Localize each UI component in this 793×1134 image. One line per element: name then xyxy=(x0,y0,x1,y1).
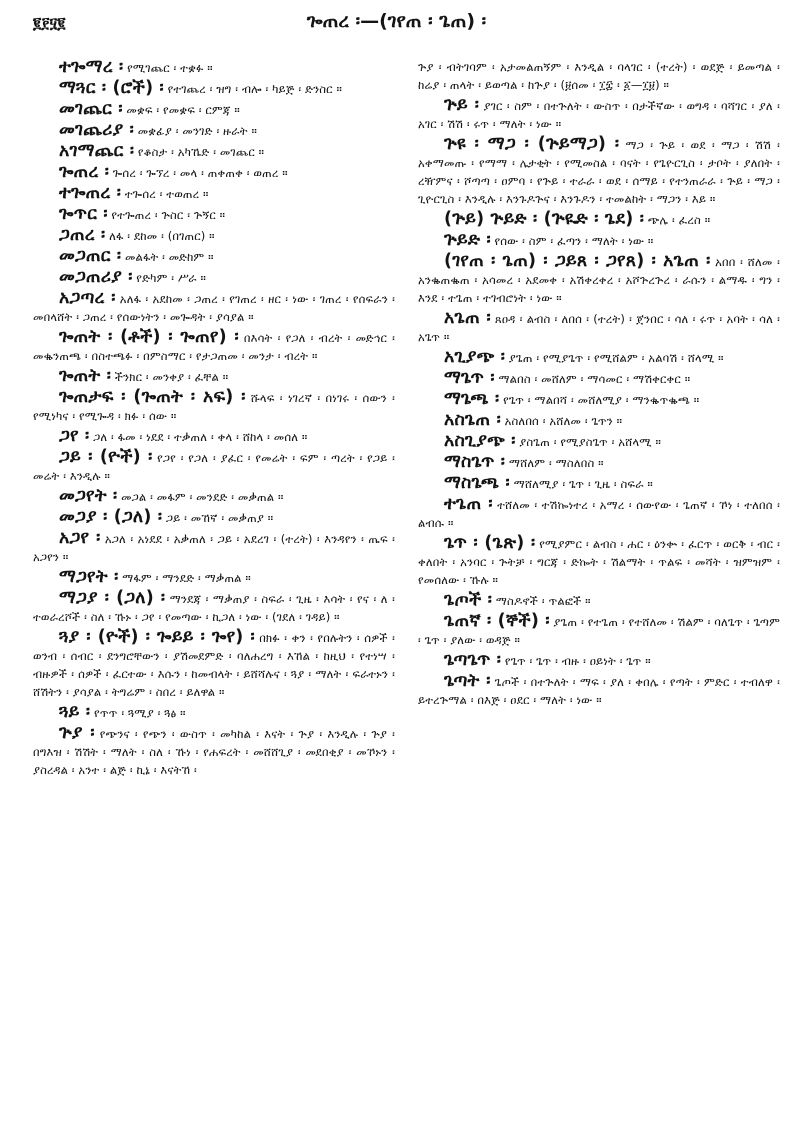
dictionary-entry xyxy=(33,448,395,485)
dictionary-entry xyxy=(418,348,780,367)
entry-definition: ማሸለሚያ ፡ ጌጥ ፡ ጊዜ ፡ ስፍራ ። xyxy=(513,477,653,491)
entry-headword: ጋይ ፡ (ዮች) ፡ xyxy=(59,447,153,467)
entry-definition: ያስጌጠ ፡ የሚያስጌጥ ፡ አሸላሚ ። xyxy=(519,435,662,449)
dictionary-entry xyxy=(33,568,395,587)
entry-definition: ለፋ ፡ ደከመ ፡ (በገጠር) ። xyxy=(109,229,215,243)
dictionary-entry xyxy=(33,247,395,266)
dictionary-entry xyxy=(33,268,395,287)
entry-headword: አገማጨር ፡ xyxy=(59,141,135,161)
entry-definition: ያጌጠ ፡ የሚያጌጥ ፡ የሚሸልም ፡ አልባሽ ፡ ሸላሚ ። xyxy=(508,351,724,365)
entry-definition: አበበ ፡ ሸለመ ፡ አንቈጠቈጠ ፡ አሳመረ ፡ አደመቀ ፡ አሽቀረቀረ ፡ አሾጕረጕረ ፡ ራሱን ፡ ልማዱ ፡ ግን ፡ እንደ ፡ ተጌጠ ፡ ተገብሮነት ፡ ነው ። xyxy=(418,255,780,305)
dictionary-entry xyxy=(33,427,395,446)
entry-headword: ተጌጠ ፡ xyxy=(444,494,493,514)
entry-definition: የጌጥ ፡ ማልበሻ ፡ መሸለሚያ ፡ ማንቈጥቈጫ ። xyxy=(503,393,700,407)
dictionary-entry xyxy=(418,453,780,472)
entry-headword: መገጨሪያ ፡ xyxy=(59,120,135,140)
entry-definition: በክፉ ፡ ቀን ፡ የበሉትን ፡ ሰዎች ፡ ወንብ ፡ ሰብር ፡ ደንግሮቸውን ፡ ያሽመደምድ ፡ ባለሐረግ ፡ እኸል ፡ ከዚህ ፡ የተነሣ ፡ ብዙዎች ፡ ሰዎች ፡ ፈርተው ፡ እሱን ፡ ከመብላት ፡ ይሸሻሉና ፡ ጓያ ፡ ማለት ፡ ፍራተኑን ፡ ሸሽትን ፡ ያሳያል ፡ ትግሬም ፡ ስበረ ፡ ይለዋል ። xyxy=(33,631,395,699)
entry-headword: ማስጌጥ ፡ xyxy=(444,452,506,472)
entry-definition: አጋለ ፡ አነደደ ፡ አቃጠለ ፡ ጋይ ፡ አደረገ ፡ (ተረት) ፡ እንዳየን ፡ ጤፍ ፡ አጋየን ። xyxy=(33,532,395,564)
dictionary-entry xyxy=(33,163,395,182)
entry-headword: አጋየ ፡ xyxy=(59,528,101,548)
entry-headword: ጌጦች ፡ xyxy=(444,590,493,610)
entry-definition: የጋየ ፡ የጋለ ፡ ያፈር ፡ የመሬት ፡ ፍም ፡ ጣረት ፡ የጋይ ፡ መሬት ፡ እንዲሉ ። xyxy=(33,451,395,483)
dictionary-entry xyxy=(33,205,395,224)
entry-definition: ማጋ ፡ ጕይ ፡ ወደ ፡ ማጋ ፡ ሽሽ ፡ አቀማመጡ ፡ የማማ ፡ ሌታቂት ፡ የሚመስል ፡ ባናት ፡ የጌዮርጊስ ፡ ታቦት ፡ ያለበት ፡ ረዥምና ፡ ሾጣጣ ፡ ዐምባ ፡ የጕይ ፡ ተራራ ፡ ወደ ፡ ሰማይ ፡ የተንጠራራ ፡ ጕይ ፡ ማጋ ፡ ጊዮርጊስ ፡ እንዲሉ ፡ እንጉዶጕና ፡ እንጉዶን ፡ ተመልከት ፡ ማጋን ፡ እይ ። xyxy=(418,138,780,206)
entry-headword: አስጌጠ ፡ xyxy=(444,410,501,430)
entry-definition: ተሸለመ ፡ ተሽኰነተረ ፡ አማረ ፡ ሰውየው ፡ ጌጠኛ ፡ ኾነ ፡ ተለበሰ ፡ ልብሱ ። xyxy=(418,498,780,530)
dictionary-entry xyxy=(33,142,395,161)
entry-headword: ማጌጥ ፡ xyxy=(444,368,495,388)
entry-definition: የጭንና ፡ የጭን ፡ ውስጥ ፡ መካከል ፡ እናት ፡ ጕያ ፡ እንዲሉ ፡ ጕያ ፡ በግእዝ ፡ ሽሽት ፡ ማለት ፡ ስለ ፡ ኹነ ፡ የሐፍረት ፡ መሸሸጊያ ፡ መደበቂያ ፡ መኾኑን ፡ ያስረዳል ፡ አንተ ፡ ልጅ ፡ ኪኔ ፡ እናትኸ ፡ xyxy=(33,727,395,777)
entry-definition: ማልበስ ፡ መሸለም ፡ ማሳመር ፡ ማሽቀርቀር ። xyxy=(498,372,691,386)
entry-definition: ማንደጃ ፡ ማቃጠያ ፡ ስፍራ ፡ ጊዜ ፡ እሳት ፡ የና ፡ ለ ፡ ተወራረሾች ፡ ስለ ፡ ኹኑ ፡ ጋየ ፡ የመጣው ፡ ኪጋለ ፡ ነው ፡ (ገደለ ፡ ገዳይ) ። xyxy=(33,592,395,624)
dictionary-entry xyxy=(418,231,780,250)
dictionary-entry xyxy=(33,508,395,527)
right-column xyxy=(418,58,780,1128)
dictionary-entry xyxy=(418,432,780,451)
entry-headword: አጌጠ ፡ xyxy=(444,308,491,328)
entry-headword: ማስጌጫ ፡ xyxy=(444,473,510,493)
entry-headword: (ጕይ) ጕይድ ፡ (ጕዪድ ፡ ጌደ) ፡ xyxy=(444,209,645,229)
dictionary-entry xyxy=(418,309,780,346)
entry-definition: ጋለ ፡ ፋመ ፡ ነደደ ፡ ተቃጠለ ፡ ቀላ ፡ ሸከላ ፡ መሰለ ። xyxy=(93,430,308,444)
dictionary-entry xyxy=(418,534,780,589)
dictionary-entry xyxy=(418,58,780,94)
entry-headword: ማጓር ፡ (ሮች) ፡ xyxy=(59,78,164,98)
entry-definition: የቆስታ ፡ አካኼድ ፡ መገጨር ። xyxy=(137,145,265,159)
dictionary-entry xyxy=(33,328,395,365)
dictionary-entry xyxy=(33,589,395,626)
entry-definition: የጌጥ ፡ ጌጥ ፡ ብዙ ፡ ዐይነት ፡ ጌጥ ። xyxy=(504,654,651,668)
entry-definition: የተገጨረ ፡ ዝግ ፡ ብሎ ፡ ካይጅ ፡ ድንስር ። xyxy=(167,82,342,96)
running-head: ጐጠረ ፡—(ገየጠ ፡ ጌጠ) ፡ xyxy=(306,10,487,32)
entry-definition: የሚያምር ፡ ልብስ ፡ ሐር ፡ ዕንቍ ፡ ፈርጥ ፡ ወርቅ ፡ ብር ፡ ቀለበት ፡ አንባር ፡ ጕትቻ ፡ ግርጃ ፡ ድኰት ፡ ሽልማት ፡ ጥልፍ ፡ መሻት ፡ ዝምዝም ፡ የመሰለው ፡ ኹሉ ። xyxy=(418,537,780,587)
entry-headword: ጋጠረ ፡ xyxy=(59,225,106,245)
entry-headword: አጋጣረ ፡ xyxy=(59,288,116,308)
dictionary-entry xyxy=(418,495,780,532)
entry-definition: መቋፊያ ፡ መንገድ ፡ ዙራት ። xyxy=(137,124,257,138)
entry-definition: ማስዶኖች ፡ ጥልፎች ። xyxy=(495,594,591,608)
entry-headword: መጋያ ፡ (ጋለ) ፡ xyxy=(59,507,163,527)
dictionary-entry xyxy=(418,651,780,670)
entry-headword: መጋጠሪያ ፡ xyxy=(59,267,133,287)
entry-headword: ተጐጠረ ፡ xyxy=(59,183,122,203)
entry-headword: ጌጣጌጥ ፡ xyxy=(444,650,502,670)
entry-headword: ጕይ ፡ xyxy=(444,95,480,115)
entry-definition: የድካም ፡ ሥራ ። xyxy=(136,271,206,285)
entry-headword: ጐጥር ፡ xyxy=(59,204,108,224)
dictionary-entry xyxy=(418,390,780,409)
entry-definition: ችንክር ፡ መንቀያ ፡ ፈቸል ። xyxy=(114,370,229,384)
entry-headword: ጕዩ ፡ ማጋ ፡ (ጕይማጋ) ፡ xyxy=(444,134,620,154)
dictionary-entry xyxy=(418,135,780,208)
entry-definition: ጋይ ፡ መኸኛ ፡ መቃጠያ ። xyxy=(165,511,274,525)
entry-definition: ጕያ ፡ ብትገባም ፡ አታመልጠኝም ፡ እንዲል ፡ ባላገር ፡ (ተረት) ፡ ወደጅ ፡ ይመጣል ፡ ከሬያ ፡ ጠላት ፡ ይወጣል ፡ ከጕያ ፡ (፱ሰመ ፡ ፲፰ ፡ ፩—፲፱) ። xyxy=(418,60,780,92)
entry-definition: ጭሌ ፡ ፈረስ ። xyxy=(647,213,711,227)
entry-headword: ጌጣት ፡ xyxy=(444,671,491,691)
entry-definition: ያጌጠ ፡ የተጌጠ ፡ የተሸለመ ፡ ሽልም ፡ ባለጌጥ ፡ ጌጣም ፡ ጌጥ ፡ ያለው ፡ ወዳጅ ። xyxy=(418,615,780,647)
entry-headword: ማጌጫ ፡ xyxy=(444,389,500,409)
dictionary-entry xyxy=(33,79,395,98)
dictionary-entry xyxy=(33,529,395,566)
entry-definition: ጸዐዳ ፡ ልብስ ፡ ለበሰ ፡ (ተረት) ፡ ጀንበር ፡ ሳለ ፡ ሩጥ ፡ አባት ፡ ሳለ ፡ አጌጥ ። xyxy=(418,312,780,344)
entry-definition: መጋል ፡ መፋም ፡ መንደድ ፡ መቃጠል ። xyxy=(121,490,284,504)
entry-definition: በእሳት ፡ የጋለ ፡ ብረት ፡ መድኅር ፡ መቈንጠጫ ፡ በስተጫፉ ፡ በምስማር ፡ የታጋጠመ ፡ መንታ ፡ ብረት ። xyxy=(33,331,395,363)
dictionary-entry xyxy=(33,628,395,701)
entry-definition: ጌጦች ፡ በተጕለት ፡ ማፍ ፡ ያለ ፡ ቀበሌ ፡ የጣት ፡ ምድር ፡ ተብለዋ ፡ ይተረጕማል ፡ በእጅ ፡ ዐደር ፡ ማለት ፡ ነው ። xyxy=(418,675,780,707)
dictionary-entry xyxy=(33,184,395,203)
entry-headword: መገጨር ፡ xyxy=(59,99,123,119)
entry-definition: ማፋም ፡ ማንደድ ፡ ማቃጠል ። xyxy=(122,571,251,585)
dictionary-entry xyxy=(418,411,780,430)
dictionary-entry xyxy=(418,591,780,610)
entry-headword: ጋየ ፡ xyxy=(59,426,90,446)
dictionary-entry xyxy=(33,121,395,140)
entry-definition: የተጐጠረ ፡ ጕስር ፡ ጕኝር ። xyxy=(111,208,226,222)
dictionary-entry xyxy=(33,388,395,425)
dictionary-entry xyxy=(33,724,395,779)
dictionary-entry xyxy=(33,703,395,722)
entry-headword: ጌጠኛ ፡ (ኞች) ፡ xyxy=(444,611,550,631)
entry-definition: አለፋ ፡ አደከመ ፡ ጋጠረ ፡ የገጠረ ፡ ዘር ፡ ነው ፡ ገጠረ ፡ የሰፍራን ፡ መበላሸት ፡ ጋጠረ ፡ የሰውነትን ፡ መጐዳት ፡ ያሳያል ። xyxy=(33,292,395,324)
entry-headword: መጋጠር ፡ xyxy=(59,246,122,266)
dictionary-entry xyxy=(418,252,780,307)
entry-headword: ተጐማረ ፡ xyxy=(59,58,124,77)
dictionary-entry xyxy=(418,474,780,493)
page-number: ፪፻፶፪ xyxy=(33,14,66,32)
dictionary-entry xyxy=(33,367,395,386)
entry-headword: ጐጠት ፡ (ቶች) ፡ ጐጠየ) ፡ xyxy=(59,327,239,347)
dictionary-entry xyxy=(33,58,395,77)
dictionary-entry xyxy=(418,96,780,133)
entry-headword: ማጋየት ፡ xyxy=(59,567,119,587)
entry-headword: መጋየት ፡ xyxy=(59,486,118,506)
entry-definition: የጥጥ ፡ ጓሚያ ፡ ጓፅ ። xyxy=(93,706,186,720)
entry-headword: ጐጠታፍ ፡ (ጐጠት ፡ አፍ) ፡ xyxy=(59,387,246,407)
entry-headword: ጐጠት ፡ xyxy=(59,366,112,386)
entry-headword: ጕያ ፡ xyxy=(59,723,95,743)
entry-definition: ሹላፍ ፡ ነገረኛ ፡ በነገሩ ፡ ሰውን ፡ የሚነካና ፡ የሚጐዳ ፡ ክፉ ፡ ሰው ። xyxy=(33,391,395,423)
entry-definition: ያገር ፡ ስም ፡ በተጕለት ፡ ውስጥ ፡ በታችኛው ፡ ወግዳ ፡ ባሻገር ፡ ያለ ፡ አገር ፡ ሽሽ ፡ ሩጥ ፡ ማለት ፡ ነው ። xyxy=(418,99,780,131)
entry-headword: አስጊያጭ ፡ xyxy=(444,431,516,451)
entry-definition: የሰው ፡ ስም ፡ ፈጣን ፡ ማለት ፡ ነው ። xyxy=(494,234,654,248)
dictionary-entry xyxy=(33,100,395,119)
dictionary-entry xyxy=(33,487,395,506)
entry-headword: ጌጥ ፡ (ጌጽ) ፡ xyxy=(444,533,536,553)
dictionary-entry xyxy=(33,226,395,245)
entry-definition: ማሸለም ፡ ማስለበስ ። xyxy=(508,456,604,470)
entry-definition: አስለበሰ ፡ አሸለመ ፡ ጌጥን ። xyxy=(504,414,623,428)
entry-definition: የሚገጨር ፡ ተቋፉ ። xyxy=(127,61,213,75)
entry-headword: (ገየጠ ፡ ጌጠ) ፡ ጋይጸ ፡ ጋየጸ) ፡ አጌጠ ፡ xyxy=(444,251,711,271)
dictionary-entry xyxy=(418,210,780,229)
entry-headword: ጓያ ፡ (ዮች) ፡ ጐይይ ፡ ጐየ) ፡ xyxy=(59,627,255,647)
dictionary-entry xyxy=(418,612,780,649)
entry-definition: ተጐሰረ ፡ ተወጠረ ። xyxy=(124,187,209,201)
dictionary-entry xyxy=(418,369,780,388)
left-column xyxy=(33,58,395,1128)
entry-definition: መልፋት ፡ መድከም ። xyxy=(124,250,214,264)
dictionary-entry xyxy=(418,672,780,709)
entry-headword: ጐጠረ ፡ xyxy=(59,162,110,182)
entry-definition: ጐሰረ ፡ ጐኘረ ፡ መላ ፡ ጠቀጠቀ ፡ ወጠረ ። xyxy=(112,166,288,180)
dictionary-entry xyxy=(33,289,395,326)
entry-definition: መቋፍ ፡ የመቋፍ ፡ ርምጃ ። xyxy=(126,103,240,117)
entry-headword: ማጋያ ፡ (ጋለ) ፡ xyxy=(59,588,166,608)
entry-headword: አጊያጭ ፡ xyxy=(444,347,506,367)
entry-headword: ጕይድ ፡ xyxy=(444,230,491,250)
entry-headword: ጓይ ፡ xyxy=(59,702,91,722)
